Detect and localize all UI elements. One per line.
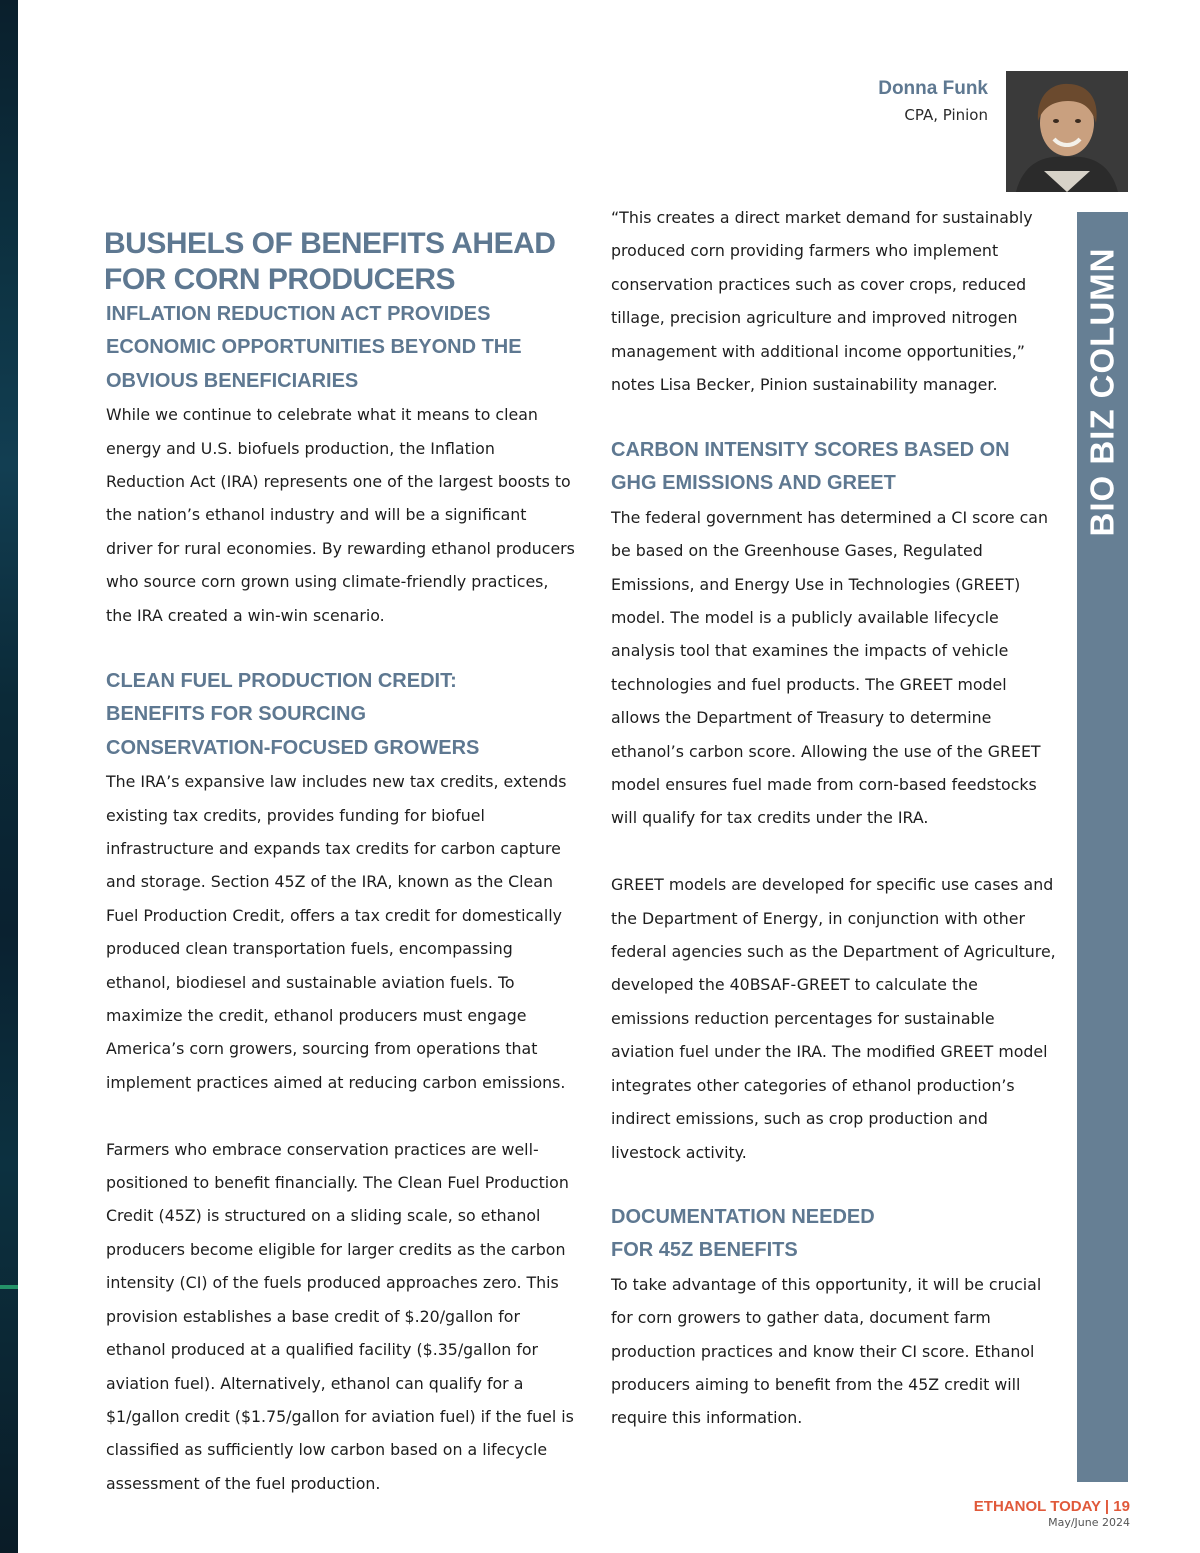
author-byline bbox=[878, 78, 988, 124]
section-clean-fuel-credit bbox=[106, 665, 576, 1500]
section-heading: CARBON INTENSITY SCORES BASED ON GHG EMISSIONS AND GREET bbox=[611, 439, 1010, 495]
section-quote bbox=[611, 201, 1056, 401]
section-carbon-intensity bbox=[611, 434, 1056, 1169]
section-heading: CLEAN FUEL PRODUCTION CREDIT: BENEFITS FOR SOURCING CONSERVATION-FOCUSED GROWERS bbox=[106, 670, 480, 759]
issue-date: May/June 2024 bbox=[1048, 1516, 1130, 1529]
page-footer bbox=[974, 1498, 1130, 1529]
quote-paragraph: “This creates a direct market demand for sustainably produced corn providing farmers who implement conservation practices such as cover crops, reduced tillage, precision agriculture and improved nitrogen management with additional income opportunities,” notes Lisa Becker, Pinion sustainability manager. bbox=[611, 208, 1033, 395]
body-paragraph: While we continue to celebrate what it means to clean energy and U.S. biofuels production, the Inflation Reduction Act (IRA) represents one of the largest boosts to the nation’s ethanol industry and will be a significant driver for rural economies. By rewarding ethanol producers who source corn grown using climate-friendly practices, the IRA created a win-win scenario. bbox=[106, 405, 575, 625]
author-photo bbox=[1006, 71, 1128, 192]
article-title: BUSHELS OF BENEFITS AHEAD FOR CORN PRODUCERS bbox=[104, 227, 556, 297]
body-paragraph: To take advantage of this opportunity, it will be crucial for corn growers to gather data, document farm production practices and know their CI score. Ethanol producers aiming to benefit from the 45Z credit will require this information. bbox=[611, 1274, 1042, 1428]
section-heading: INFLATION REDUCTION ACT PROVIDES ECONOMIC OPPORTUNITIES BEYOND THE OBVIOUS BENEFICIARIES bbox=[106, 303, 522, 392]
body-paragraph: The federal government has determined a CI score can be based on the Greenhouse Gases, Regulated Emissions, and Energy Use in Technologies (GREET) model. The model is a publicly available lifecycle analysis tool that examines the impacts of vehicle technologies and fuel products. The GREET model allows the Department of Treasury to determine ethanol’s carbon score. Allowing the use of the GREET model ensures fuel made from corn-based feedstocks will qualify for tax credits under the IRA. bbox=[611, 507, 1048, 828]
column-label-text: BIO BIZ COLUMN bbox=[1083, 247, 1121, 537]
body-paragraph: Farmers who embrace conservation practices are well-positioned to benefit financially. The Clean Fuel Production Credit (45Z) is structured on a sliding scale, so ethanol producers become eligible for larger credits as the carbon intensity (CI) of the fuels produced approaches zero. This provision establishes a base credit of $.20/gallon for ethanol produced at a qualified facility ($.35/gallon for aviation fuel). Alternatively, ethanol can qualify for a $1/gallon credit ($1.75/gallon for aviation fuel) if the fuel is classified as sufficiently low carbon based on a lifecycle assessment of the fuel production. bbox=[106, 1139, 574, 1493]
body-paragraph: The IRA’s expansive law includes new tax credits, extends existing tax credits, provides funding for biofuel infrastructure and expands tax credits for carbon capture and storage. Section 45Z of the IRA, known as the Clean Fuel Production Credit, offers a tax credit for domestically produced clean transportation fuels, encompassing ethanol, biodiesel and sustainable aviation fuels. To maximize the credit, ethanol producers must engage America’s corn growers, sourcing from operations that implement practices aimed at reducing carbon emissions. bbox=[106, 772, 567, 1092]
body-paragraph: GREET models are developed for specific use cases and the Department of Energy, in conjunction with other federal agencies such as the Department of Agriculture, developed the 40BSAF-GREET to calculate the emissions reduction percentages for sustainable aviation fuel under the IRA. The modified GREET model integrates other categories of ethanol production’s indirect emissions, such as crop production and livestock activity. bbox=[611, 875, 1056, 1162]
author-title: CPA, Pinion bbox=[904, 106, 988, 124]
section-heading: DOCUMENTATION NEEDED FOR 45Z BENEFITS bbox=[611, 1206, 875, 1262]
author-name: Donna Funk bbox=[878, 78, 988, 99]
section-documentation bbox=[611, 1201, 1056, 1435]
left-edge-decoration bbox=[0, 0, 18, 1553]
section-ira bbox=[106, 298, 576, 632]
column-label bbox=[1077, 212, 1128, 572]
magazine-page-number: ETHANOL TODAY | 19 bbox=[973, 1498, 1130, 1515]
